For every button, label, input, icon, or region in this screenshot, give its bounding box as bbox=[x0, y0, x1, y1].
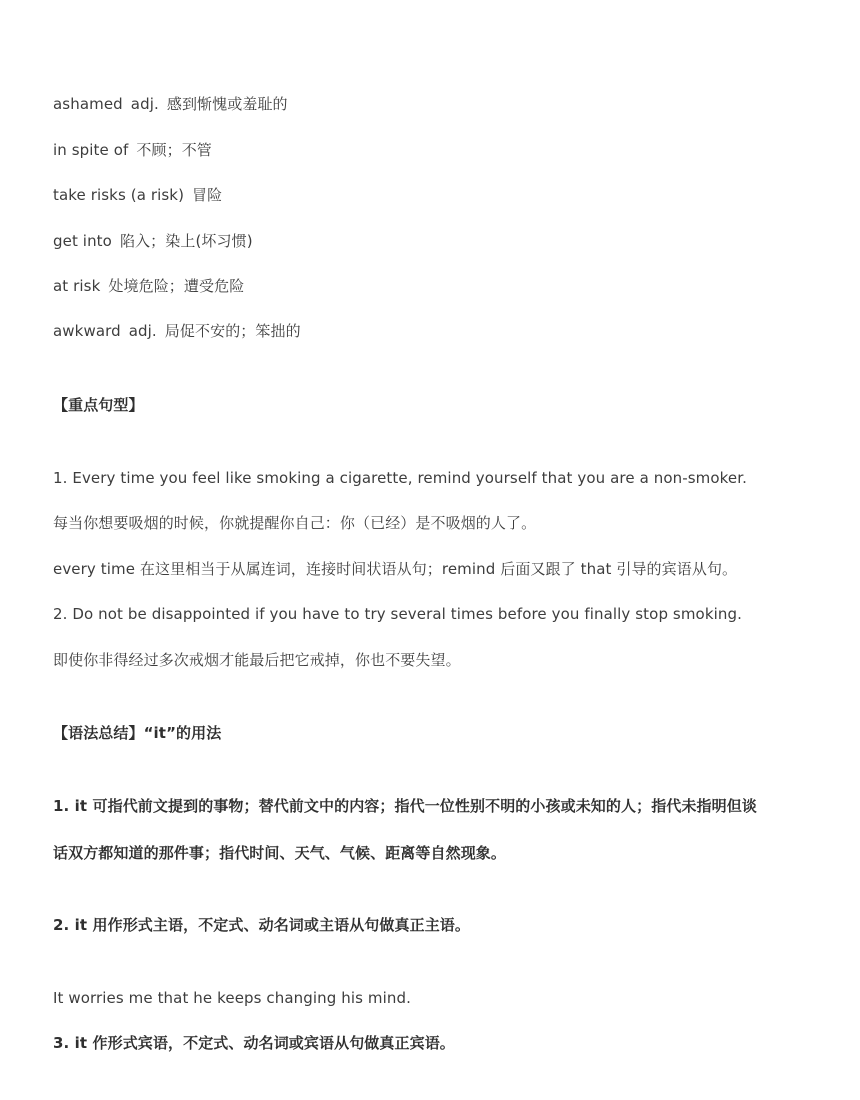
key-sentences-heading: 【重点句型】 bbox=[53, 396, 144, 414]
key-sentence-2-english: 2. Do not be disappointed if you have to try several times before you finally stop smoking. bbox=[53, 605, 742, 623]
vocab-term: ashamed bbox=[53, 95, 123, 113]
vocab-meaning: 局促不安的；笨拙的 bbox=[164, 322, 301, 340]
key-sentence-2-translation: 即使你非得经过多次戒烟才能最后把它戒掉，你也不要失望。 bbox=[53, 651, 461, 669]
vocab-item-ashamed bbox=[53, 94, 288, 114]
grammar-point-2: 2. it 用作形式主语，不定式、动名词或主语从句做真正主语。 bbox=[53, 916, 470, 934]
vocab-meaning: 陷入；染上(坏习惯) bbox=[119, 232, 253, 250]
vocab-term: in spite of bbox=[53, 141, 129, 159]
vocab-meaning: 处境危险；遭受危险 bbox=[108, 277, 245, 295]
grammar-point-1-line-1: 1. it 可指代前文提到的事物；替代前文中的内容；指代一位性别不明的小孩或未知的人；指代未指明但谈 bbox=[53, 797, 757, 815]
grammar-heading: 【语法总结】“it”的用法 bbox=[53, 724, 222, 742]
grammar-example-2: It worries me that he keeps changing his mind. bbox=[53, 989, 411, 1007]
vocab-term: awkward bbox=[53, 322, 121, 340]
vocab-meaning: 冒险 bbox=[192, 186, 223, 204]
grammar-point-1-line-2: 话双方都知道的那件事；指代时间、天气、气候、距离等自然现象。 bbox=[53, 844, 507, 862]
key-sentence-1-translation: 每当你想要吸烟的时候，你就提醒你自己：你（已经）是不吸烟的人了。 bbox=[53, 514, 537, 532]
vocab-meaning: 不顾；不管 bbox=[136, 141, 212, 159]
vocab-item-in-spite-of bbox=[53, 140, 212, 160]
vocab-item-awkward bbox=[53, 321, 301, 341]
vocab-item-at-risk bbox=[53, 276, 244, 296]
grammar-point-3: 3. it 作形式宾语，不定式、动名词或宾语从句做真正宾语。 bbox=[53, 1034, 455, 1052]
vocab-term: get into bbox=[53, 232, 112, 250]
vocab-pos: adj. bbox=[130, 95, 159, 113]
vocab-term: take risks (a risk) bbox=[53, 186, 185, 204]
vocab-term: at risk bbox=[53, 277, 101, 295]
key-sentence-1-note: every time 在这里相当于从属连词，连接时间状语从句；remind 后面又跟了 that 引导的宾语从句。 bbox=[53, 560, 738, 578]
vocab-item-get-into bbox=[53, 231, 253, 251]
vocab-meaning: 感到惭愧或羞耻的 bbox=[166, 95, 288, 113]
vocab-item-take-risks bbox=[53, 185, 222, 205]
key-sentence-1-english: 1. Every time you feel like smoking a cigarette, remind yourself that you are a non-smoker. bbox=[53, 469, 747, 487]
vocab-pos: adj. bbox=[128, 322, 157, 340]
